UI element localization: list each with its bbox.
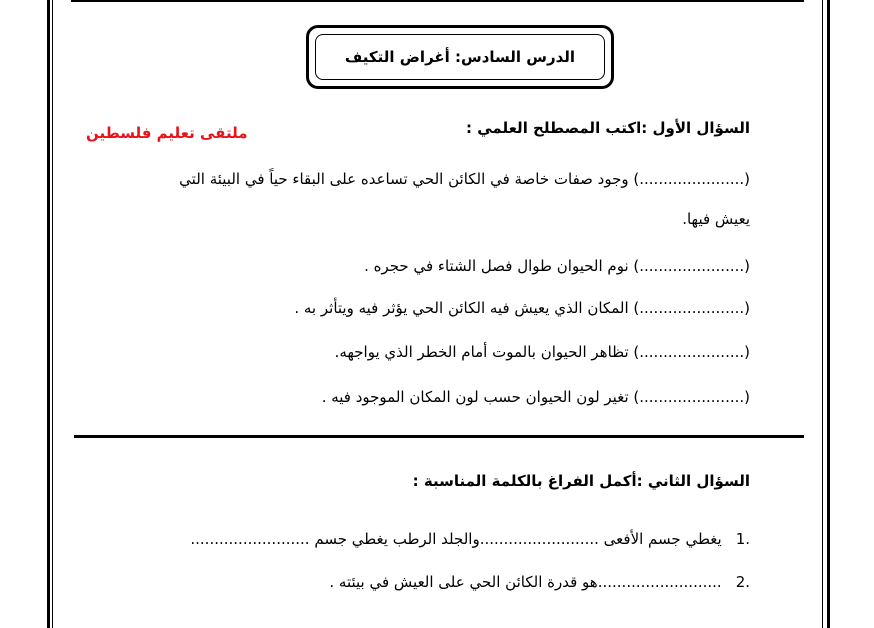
page-border-left-inner xyxy=(52,0,53,628)
question-1-item-5: (......................) تغير لون الحيوان حسب لون المكان الموجود فيه . xyxy=(321,388,750,406)
question-1-item-4: (......................) تظاهر الحيوان بالموت أمام الخطر الذي يواجهه. xyxy=(334,343,750,361)
lesson-title-inner-frame xyxy=(315,34,605,80)
question-1-item-1: (......................) وجود صفات خاصة في الكائن الحي تساعده على البقاء حياً في البيئة التي xyxy=(179,170,750,188)
section-divider xyxy=(74,435,804,438)
question-1-item-1-continued: يعيش فيها. xyxy=(682,210,750,228)
page-border-left xyxy=(47,0,50,628)
question-2-heading: السؤال الثاني :أكمل الفراغ بالكلمة المناسبة : xyxy=(412,472,750,490)
page-border-right xyxy=(827,0,830,628)
question-1-item-2: (......................) نوم الحيوان طوال فصل الشتاء في حجره . xyxy=(364,257,750,275)
watermark-text: ملتقى تعليم فلسطين xyxy=(86,124,248,142)
top-rule xyxy=(71,0,804,2)
question-1-heading: السؤال الأول :اكتب المصطلح العلمي : xyxy=(466,119,750,137)
lesson-title: الدرس السادس: أغراض التكيف xyxy=(344,48,576,66)
page-border-right-inner xyxy=(822,0,823,628)
question-2-item-1 xyxy=(190,530,750,548)
question-2-item-2 xyxy=(329,573,750,591)
question-2-item-1-number: 1. xyxy=(735,530,750,548)
lesson-title-box xyxy=(306,25,614,89)
question-2-item-2-text: ..........................هو قدرة الكائن الحي على العيش في بيئته . xyxy=(329,573,722,591)
question-2-item-2-number: 2. xyxy=(735,573,750,591)
question-1-item-3: (......................) المكان الذي يعيش فيه الكائن الحي يؤثر فيه ويتأثر به . xyxy=(294,299,750,317)
question-2-item-1-text: يغطي جسم الأفعى .........................والجلد الرطب يغطي جسم ......................... xyxy=(190,530,722,548)
